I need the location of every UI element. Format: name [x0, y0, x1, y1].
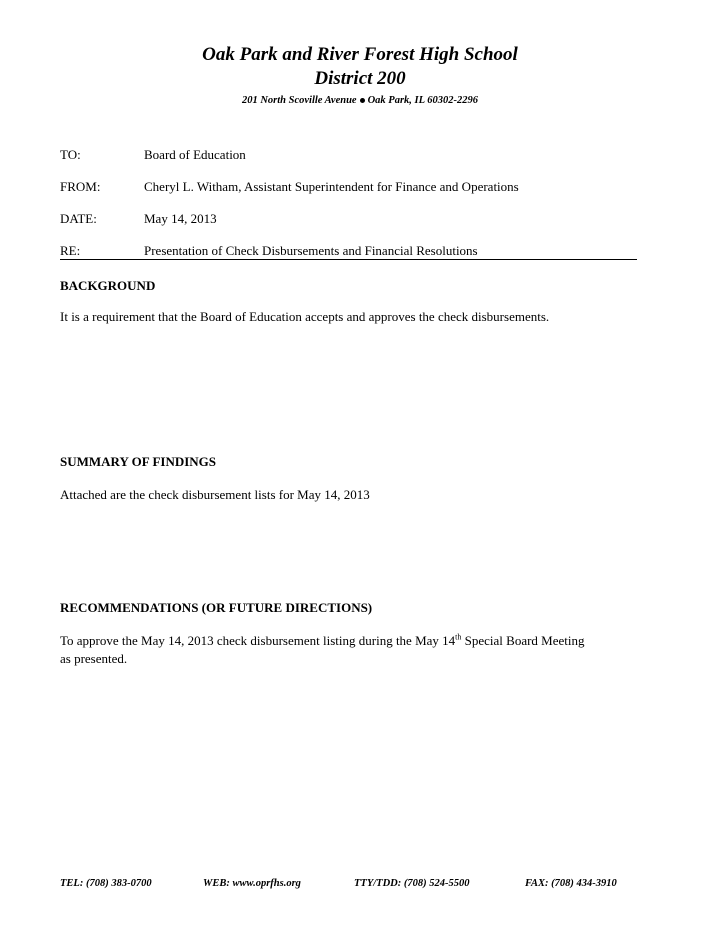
recommendations-text-start: To approve the May 14, 2013 check disbursement listing during the May 14 — [60, 633, 456, 648]
memo-from-value: Cheryl L. Witham, Assistant Superintendent for Finance and Operations — [144, 179, 519, 194]
district-name: District 200 — [314, 68, 406, 89]
address-street: 201 North Scoville Avenue — [241, 95, 357, 106]
memo-from-label: FROM: — [60, 179, 101, 194]
memo-re-value: Presentation of Check Disbursements and Financial Resolutions — [144, 243, 478, 258]
header-divider — [60, 259, 637, 260]
recommendations-text-line2: as presented. — [60, 651, 128, 666]
school-name: Oak Park and River Forest High School — [202, 44, 518, 65]
background-text: It is a requirement that the Board of Education accepts and approves the check disbursements. — [60, 309, 550, 324]
memo-date-label: DATE: — [60, 211, 97, 226]
recommendations-text-end: Special Board Meeting — [461, 633, 585, 648]
memo-to-value: Board of Education — [144, 147, 246, 162]
address-city: Oak Park, IL 60302-2296 — [367, 95, 479, 106]
recommendations-heading: RECOMMENDATIONS (OR FUTURE DIRECTIONS) — [60, 600, 373, 615]
footer-tel: TEL: (708) 383-0700 — [60, 878, 152, 889]
memo-date-value: May 14, 2013 — [144, 211, 217, 226]
recommendations-text — [60, 632, 640, 668]
footer-web[interactable]: WEB: www.oprfhs.org — [203, 878, 301, 889]
footer-fax: FAX: (708) 434-3910 — [525, 878, 617, 889]
bullet-dot-icon — [360, 98, 365, 103]
school-address — [0, 94, 720, 108]
memo-re-label: RE: — [60, 243, 81, 258]
background-heading: BACKGROUND — [60, 278, 156, 293]
footer-tty: TTY/TDD: (708) 524-5500 — [354, 878, 470, 889]
summary-text: Attached are the check disbursement lists for May 14, 2013 — [60, 487, 370, 502]
recommendations-superscript: th — [455, 632, 462, 642]
memo-to-label: TO: — [60, 147, 81, 162]
summary-heading: SUMMARY OF FINDINGS — [60, 454, 217, 469]
